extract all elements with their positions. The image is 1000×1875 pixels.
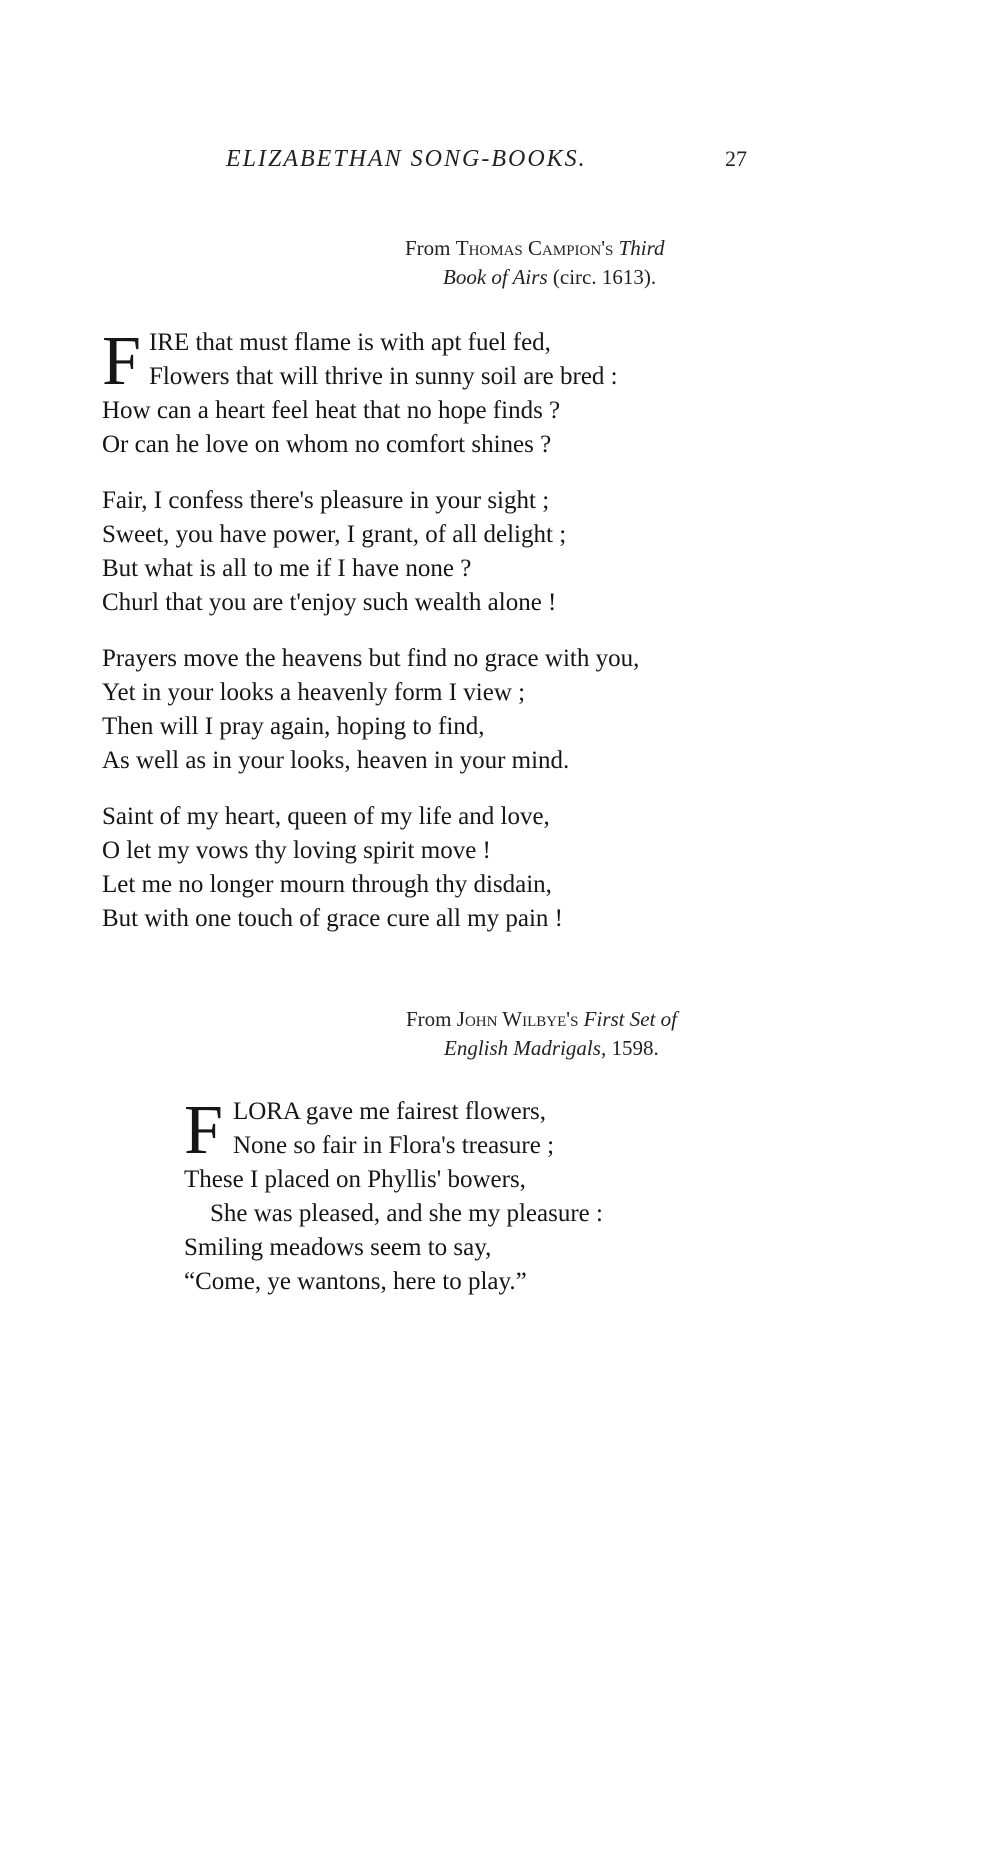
attribution-title-a: First Set of xyxy=(583,1007,678,1031)
stanza-1 xyxy=(184,1095,744,1299)
poem-line: Then will I pray again, hoping to find, xyxy=(102,713,485,740)
poem-line: Sweet, you have power, I grant, of all delight ; xyxy=(102,521,567,548)
poem-line: Flowers that will thrive in sunny soil are bred : xyxy=(148,363,618,390)
attribution-date: , 1598. xyxy=(600,1036,659,1060)
poem-line: She was pleased, and she my pleasure : xyxy=(210,1200,603,1227)
attribution-from: From xyxy=(405,236,451,260)
poem-flora-gave-me xyxy=(184,1095,744,1321)
poem-line: Smiling meadows seem to say, xyxy=(184,1234,492,1261)
stanza-2 xyxy=(102,484,782,620)
poem-line: “Come, ye wantons, here to play.” xyxy=(184,1268,527,1295)
poem-line: But what is all to me if I have none ? xyxy=(102,555,472,582)
poem-line: IRE that must flame is with apt fuel fed, xyxy=(148,329,551,356)
attribution-title-b: English Madrigals xyxy=(444,1036,601,1060)
page-number: 27 xyxy=(725,146,747,171)
attribution-date: (circ. 1613). xyxy=(552,265,657,289)
poem-line: These I placed on Phyllis' bowers, xyxy=(184,1166,526,1193)
poem-line: Fair, I confess there's pleasure in your sight ; xyxy=(102,487,550,514)
attribution-author: Thomas Campion's xyxy=(455,236,614,260)
attribution-from: From xyxy=(406,1007,452,1031)
poem-line: Saint of my heart, queen of my life and love, xyxy=(102,803,550,830)
running-head: ELIZABETHAN SONG-BOOKS. xyxy=(226,146,587,172)
poem-fire-that-must-flame xyxy=(102,326,782,958)
attribution-campion xyxy=(405,234,665,292)
attribution-wilbye xyxy=(406,1005,677,1063)
poem-line: None so fair in Flora's treasure ; xyxy=(232,1132,555,1159)
poem-line: O let my vows thy loving spirit move ! xyxy=(102,837,491,864)
poem-line: Or can he love on whom no comfort shines ? xyxy=(102,431,552,458)
poem-line: As well as in your looks, heaven in your mind. xyxy=(102,747,570,774)
poem-line: LORA gave me fairest flowers, xyxy=(232,1098,547,1125)
stanza-4 xyxy=(102,800,782,936)
poem-line: But with one touch of grace cure all my pain ! xyxy=(102,905,563,932)
attribution-author: John Wilbye's xyxy=(456,1007,579,1031)
drop-cap: F xyxy=(102,326,141,400)
poem-line: Yet in your looks a heavenly form I view ; xyxy=(102,679,526,706)
poem-line: Churl that you are t'enjoy such wealth alone ! xyxy=(102,589,557,616)
stanza-1 xyxy=(102,326,782,462)
attribution-title-b: Book of Airs xyxy=(443,265,548,289)
attribution-title-a: Third xyxy=(618,236,665,260)
poem-line: Prayers move the heavens but find no grace with you, xyxy=(102,645,640,672)
poem-line: Let me no longer mourn through thy disdain, xyxy=(102,871,552,898)
drop-cap: F xyxy=(184,1095,223,1169)
stanza-3 xyxy=(102,642,782,778)
poem-line: How can a heart feel heat that no hope finds ? xyxy=(102,397,561,424)
